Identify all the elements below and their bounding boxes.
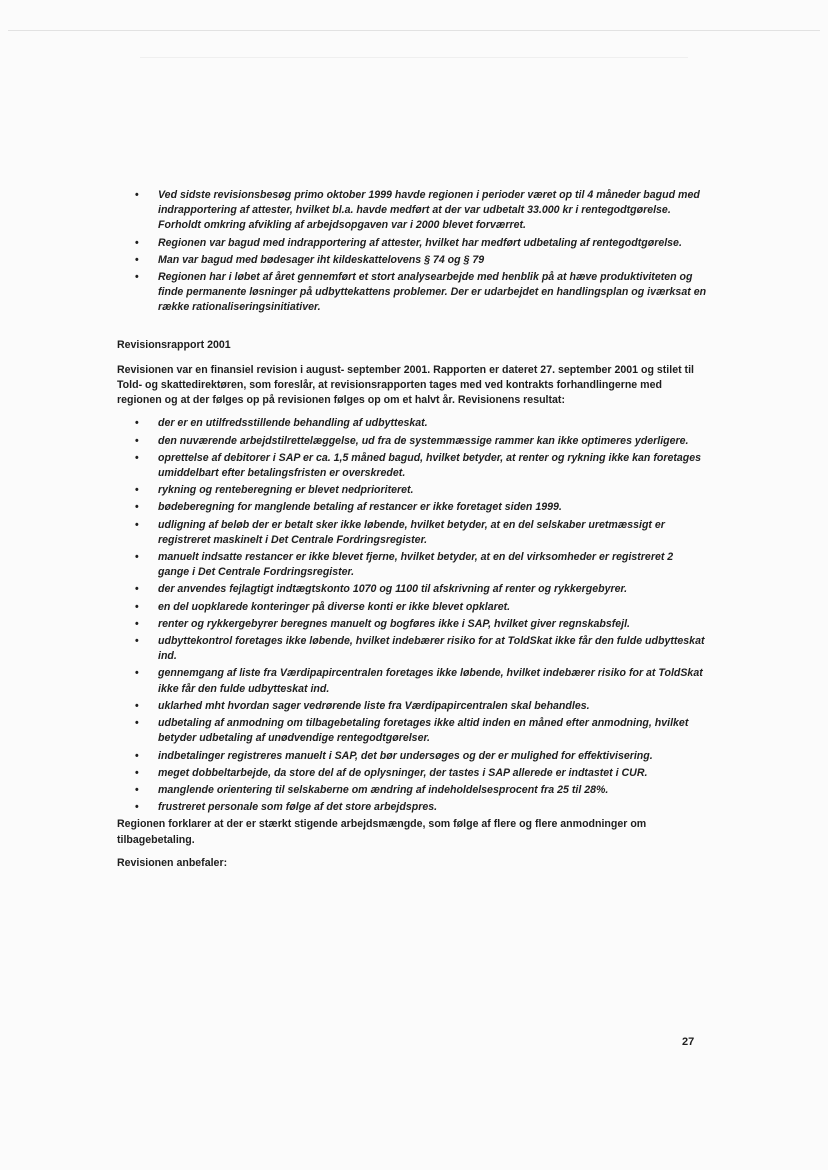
page-content xyxy=(117,188,707,879)
list-item: • udbetaling af anmodning om tilbagebetaling foretages ikke altid inden en måned efter anmodning, hvilket betyder udbetaling af unødvendige rentegodtgørelser. xyxy=(117,716,707,746)
list-item: • bødeberegning for manglende betaling af restancer er ikke foretaget siden 1999. xyxy=(117,500,707,515)
recommends-label: Revisionen anbefaler: xyxy=(117,856,228,869)
list-item: • den nuværende arbejdstilrettelæggelse, ud fra de systemmæssige rammer kan ikke optimeres yderligere. xyxy=(117,434,707,449)
list-item: • indbetalinger registreres manuelt i SAP, det bør undersøges og der er mulighed for effektivisering. xyxy=(117,749,707,764)
list-item: • gennemgang af liste fra Værdipapircentralen foretages ikke løbende, hvilket indebærer risiko for at ToldSkat ikke får den fulde udbytteskat ind. xyxy=(117,666,707,696)
list-item: • en del uopklarede konteringer på diverse konti er ikke blevet opklaret. xyxy=(117,600,707,615)
scan-edge-line xyxy=(8,30,820,31)
section-heading: Revisionsrapport 2001 xyxy=(117,338,231,351)
intro-paragraph: Revisionen var en finansiel revision i august- september 2001. Rapporten er dateret 27. september 2001 og stilet til Told- og skattedirektøren, som foreslår, at revisionsrapporten tages med ved kontrakts forhandlingerne med regionen og at der følges op på revisionen følges op om et halvt år. Revisionens resultat: xyxy=(117,363,694,407)
list-item: • frustreret personale som følge af det store arbejdspres. xyxy=(117,800,707,815)
list-item: • Regionen var bagud med indrapportering af attester, hvilket har medført udbetaling af rentegodtgørelse. xyxy=(117,236,707,251)
list-item: • oprettelse af debitorer i SAP er ca. 1,5 måned bagud, hvilket betyder, at renter og rykning ikke kan foretages umiddelbart efter betalingsfristen er overskredet. xyxy=(117,451,707,481)
list-item: • udligning af beløb der er betalt sker ikke løbende, hvilket betyder, at en del selskaber uretmæssigt er registreret maskinelt i Det Centrale Fordringsregister. xyxy=(117,518,707,548)
closing-paragraph: Regionen forklarer at der er stærkt stigende arbejdsmængde, som følge af flere og flere anmodninger om tilbagebetaling. xyxy=(117,818,647,846)
list-item: • Man var bagud med bødesager iht kildeskattelovens § 74 og § 79 xyxy=(117,253,707,268)
list-item: • Ved sidste revisionsbesøg primo oktober 1999 havde regionen i perioder været op til 4 måneder bagud med indrapportering af attester, hvilket bl.a. havde medført at der var udbetalt 33.000 kr i rentegodtgørelse. Forholdt omkring afvikling af arbejdsopgaven var i 2000 blevet forværret. xyxy=(117,188,707,234)
list-item: • manglende orientering til selskaberne om ændring af indeholdelsesprocent fra 25 til 28%. xyxy=(117,783,707,798)
list-item: • rykning og renteberegning er blevet nedprioriteret. xyxy=(117,483,707,498)
list-item: • udbyttekontrol foretages ikke løbende, hvilket indebærer risiko for at ToldSkat ikke får den fulde udbytteskat ind. xyxy=(117,634,707,664)
scan-faint-line xyxy=(140,57,688,58)
previous-findings-list xyxy=(117,188,707,316)
list-item: • manuelt indsatte restancer er ikke blevet fjerne, hvilket betyder, at en del virksomheder er registreret 2 gange i Det Centrale Fordringsregister. xyxy=(117,550,707,580)
list-item: • meget dobbeltarbejde, da store del af de oplysninger, der tastes i SAP allerede er indtastet i CUR. xyxy=(117,766,707,781)
list-item: • Regionen har i løbet af året gennemført et stort analysearbejde med henblik på at hæve produktiviteten og finde permanente løsninger på udbyttekattens problemer. Der er udarbejdet en handlingsplan og iværksat en række rationaliseringsinitiativer. xyxy=(117,270,707,316)
page-number: 27 xyxy=(682,1036,695,1048)
list-item: • der er en utilfredsstillende behandling af udbytteskat. xyxy=(117,416,707,431)
list-item: • der anvendes fejlagtigt indtægtskonto 1070 og 1100 til afskrivning af renter og rykkergebyrer. xyxy=(117,582,707,597)
list-item: • uklarhed mht hvordan sager vedrørende liste fra Værdipapircentralen skal behandles. xyxy=(117,699,707,714)
list-item: • renter og rykkergebyrer beregnes manuelt og bogføres ikke i SAP, hvilket giver regnskabsfejl. xyxy=(117,617,707,632)
revision-results-list xyxy=(117,416,707,815)
